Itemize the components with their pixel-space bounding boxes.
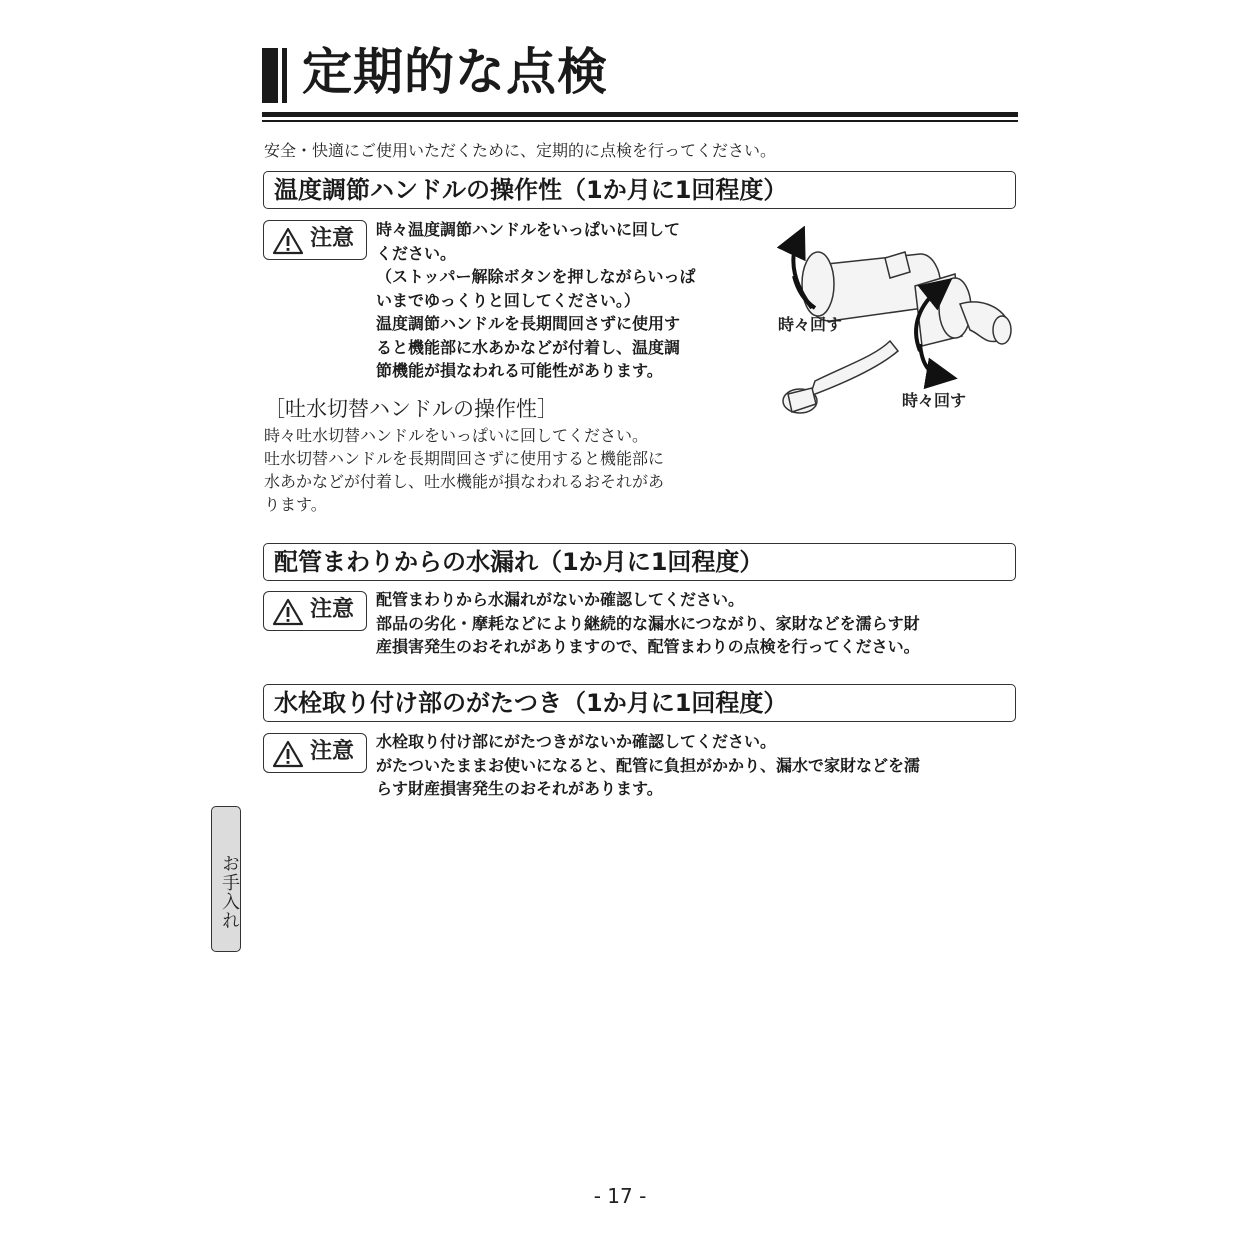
- text-line: 産損害発生のおそれがありますので、配管まわりの点検を行ってください。: [376, 637, 920, 656]
- section-title: 水栓取り付け部のがたつき（1か月に1回程度）: [274, 689, 788, 717]
- caution-label: 注意: [310, 597, 355, 622]
- section-header-piping-leak: [263, 543, 1016, 581]
- title-bar-mark-thin: [282, 48, 287, 103]
- caution-text-temperature: [376, 218, 696, 383]
- text-line: いまでゆっくりと回してください。）: [376, 290, 640, 310]
- caution-badge: [263, 733, 367, 773]
- text-line: （ストッパー解除ボタンを押しながらいっぱ: [376, 267, 696, 286]
- text-line: 配管まわりから水漏れがないか確認してください。: [376, 590, 745, 609]
- text-line: 吐水切替ハンドルを長期間回さずに使用すると機能部に: [264, 449, 665, 468]
- title-bar-mark: [262, 48, 278, 103]
- warning-triangle-icon: [272, 227, 304, 255]
- page-title: 定期的な点検: [302, 43, 608, 101]
- warning-triangle-icon: [272, 598, 304, 626]
- text-line: ください。: [376, 243, 457, 263]
- caution-text-mounting: [376, 730, 920, 801]
- side-tab-maintenance: お手入れ: [211, 806, 241, 952]
- page-number: - 17 -: [593, 1184, 647, 1208]
- section-header-mounting-looseness: [263, 684, 1016, 722]
- caution-label: 注意: [310, 739, 355, 764]
- intro-text: 安全・快適にご使用いただくために、定期的に点検を行ってください。: [264, 141, 777, 160]
- section-title: 配管まわりからの水漏れ（1か月に1回程度）: [274, 548, 764, 576]
- caution-label: 注意: [310, 226, 355, 251]
- text-line: 時々吐水切替ハンドルをいっぱいに回してください。: [264, 426, 649, 445]
- section-header-temperature: [263, 171, 1016, 209]
- text-line: ります。: [264, 495, 327, 514]
- text-line: 水栓取り付け部にがたつきがないか確認してください。: [376, 732, 777, 751]
- text-line: 節機能が損なわれる可能性があります。: [376, 361, 663, 380]
- text-line: がたついたままお使いになると、配管に負担がかかり、漏水で家財などを濡: [376, 755, 921, 775]
- text-line: らす財産損害発生のおそれがあります。: [376, 779, 663, 798]
- title-rule-thin: [262, 120, 1018, 122]
- caution-badge: [263, 591, 367, 631]
- text-line: ると機能部に水あかなどが付着し、温度調: [376, 337, 681, 357]
- warning-triangle-icon: [272, 740, 304, 768]
- text-line: 温度調節ハンドルを長期間回さずに使用す: [376, 314, 681, 333]
- body-text-spout-handle: [264, 424, 664, 516]
- caution-text-piping-leak: [376, 588, 920, 659]
- section-title: 温度調節ハンドルの操作性（1か月に1回程度）: [274, 176, 788, 204]
- title-rule: [262, 112, 1018, 117]
- caution-badge: [263, 220, 367, 260]
- figure-label-rotate: 時々回す: [778, 315, 843, 334]
- text-line: 水あかなどが付着し、吐水機能が損なわれるおそれがあ: [264, 472, 665, 491]
- sub-heading-spout-handle: ［吐水切替ハンドルの操作性］: [264, 397, 558, 421]
- text-line: 時々温度調節ハンドルをいっぱいに回して: [376, 220, 681, 239]
- figure-label-rotate: 時々回す: [902, 391, 967, 410]
- text-line: 部品の劣化・摩耗などにより継続的な漏水につながり、家財などを濡らす財: [376, 613, 920, 633]
